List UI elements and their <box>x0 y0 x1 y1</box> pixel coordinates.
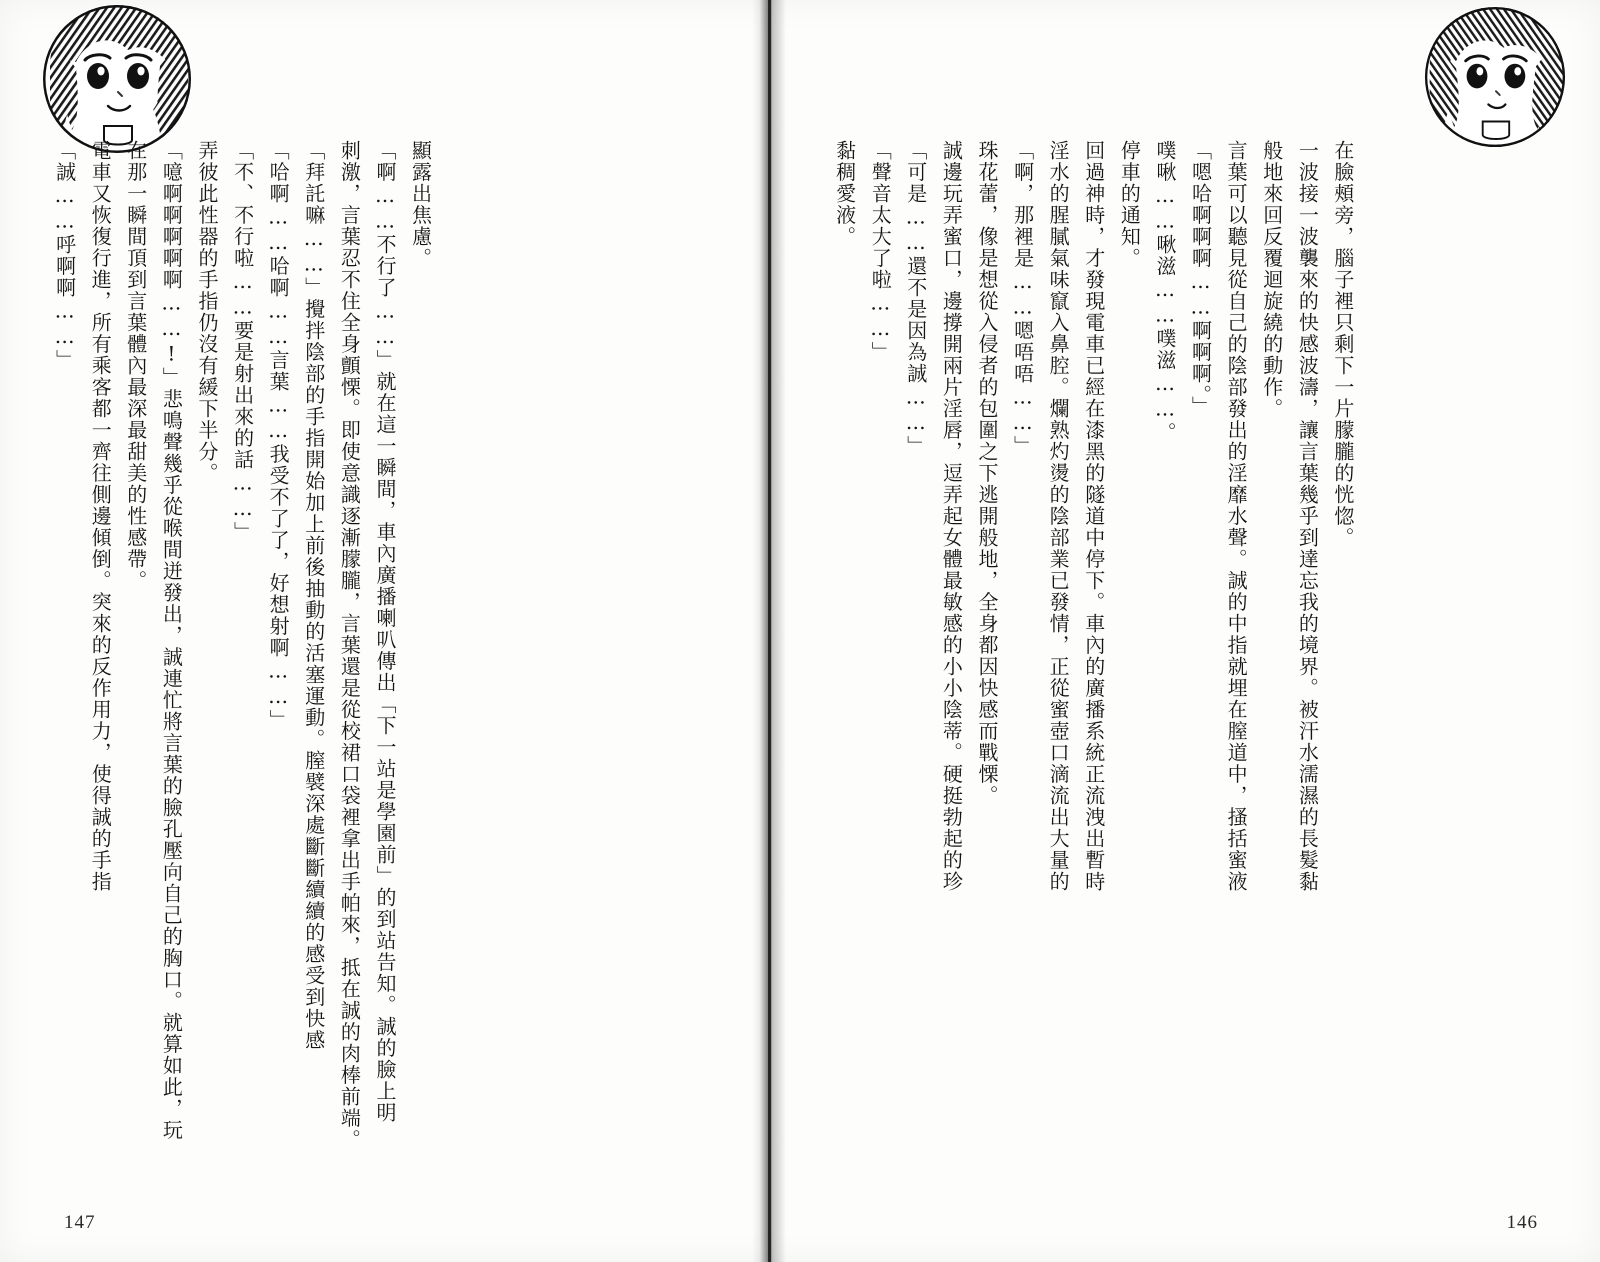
paragraph: 在那一瞬間頂到言葉體內最深最甜美的性感帶。 <box>123 140 148 592</box>
paragraph: 弄彼此性器的手指仍沒有緩下半分。 <box>194 140 219 484</box>
paragraph: 「不、不行啦……要是射出來的話……」 <box>230 140 255 543</box>
paragraph: 言葉可以聽見從自己的陰部發出的淫靡水聲。誠的中指就埋在膣道中，搔括蜜液 <box>1224 140 1249 893</box>
paragraph: 黏稠愛液。 <box>832 140 857 248</box>
paragraph: 電車又恢復行進，所有乘客都一齊往側邊傾倒。突來的反作用力，使得誠的手指 <box>88 140 113 893</box>
paragraph: 停車的通知。 <box>1117 140 1142 269</box>
paragraph: 誠邊玩弄蜜口，邊撐開兩片淫唇，逗弄起女體最敏感的小小陰蒂。硬挺勃起的珍 <box>939 140 964 893</box>
gutter-shadow-line <box>768 0 771 1262</box>
paragraph: 「哈啊……哈啊……言葉……我受不了了，好想射啊……」 <box>266 140 291 731</box>
paragraph: 「啊……不行了……」就在這一瞬間，車內廣播喇叭傳出「下一站是學園前」的到站告知。誠的臉上明 <box>372 140 397 1124</box>
left-page <box>0 0 752 1262</box>
paragraph: 「誠……呼啊啊……」 <box>52 140 77 371</box>
right-page-body <box>826 140 1560 1180</box>
page-number-left: 147 <box>64 1212 96 1233</box>
left-page-body <box>46 140 722 1180</box>
paragraph: 刺激，言葉忍不住全身顫慄。即使意識逐漸朦朧，言葉還是從校裙口袋裡拿出手帕來，抵在誠的肉棒前端。 <box>337 140 362 1151</box>
paragraph: 「可是……還不是因為誠……」 <box>903 140 928 457</box>
paragraph: 噗啾……啾滋……噗滋……。 <box>1152 140 1177 444</box>
paragraph: 「嗯哈啊啊啊……啊啊啊。」 <box>1188 140 1213 418</box>
paragraph: 「啊，那裡是……嗯唔唔……」 <box>1010 140 1035 457</box>
paragraph: 珠花蕾，像是想從入侵者的包圍之下逃開般地，全身都因快感而戰慄。 <box>974 140 999 807</box>
right-page <box>786 0 1600 1262</box>
paragraph: 「拜託嘛……」攪拌陰部的手指開始加上前後抽動的活塞運動。膣襞深處斷斷續續的感受到快感 <box>301 140 326 1051</box>
paragraph: 「聲音太大了啦……」 <box>868 140 893 363</box>
paragraph: 般地來回反覆迴旋繞的動作。 <box>1259 140 1284 420</box>
paragraph: 「噫啊啊啊啊啊……!」悲鳴聲幾乎從喉間迸發出，誠連忙將言葉的臉孔壓向自己的胸口。就算如此，玩 <box>159 140 184 1141</box>
book-gutter <box>752 0 786 1262</box>
page-number-right: 146 <box>1506 1212 1538 1233</box>
paragraph: 一波接一波襲來的快感波濤，讓言葉幾乎到達忘我的境界。被汗水濡濕的長髮黏 <box>1295 140 1320 893</box>
girl-portrait-circle-icon <box>1424 6 1566 148</box>
paragraph: 回過神時，才發現電車已經在漆黑的隧道中停下。車內的廣播系統正流洩出暫時 <box>1081 140 1106 893</box>
paragraph: 在臉頰旁，腦子裡只剩下一片朦朧的恍惚。 <box>1330 140 1355 549</box>
girl-portrait-circle-icon <box>42 4 192 154</box>
paragraph: 顯露出焦慮。 <box>408 140 433 269</box>
paragraph: 淫水的腥膩氣味竄入鼻腔。爛熟灼燙的陰部業已發情，正從蜜壺口滴流出大量的 <box>1046 140 1071 893</box>
